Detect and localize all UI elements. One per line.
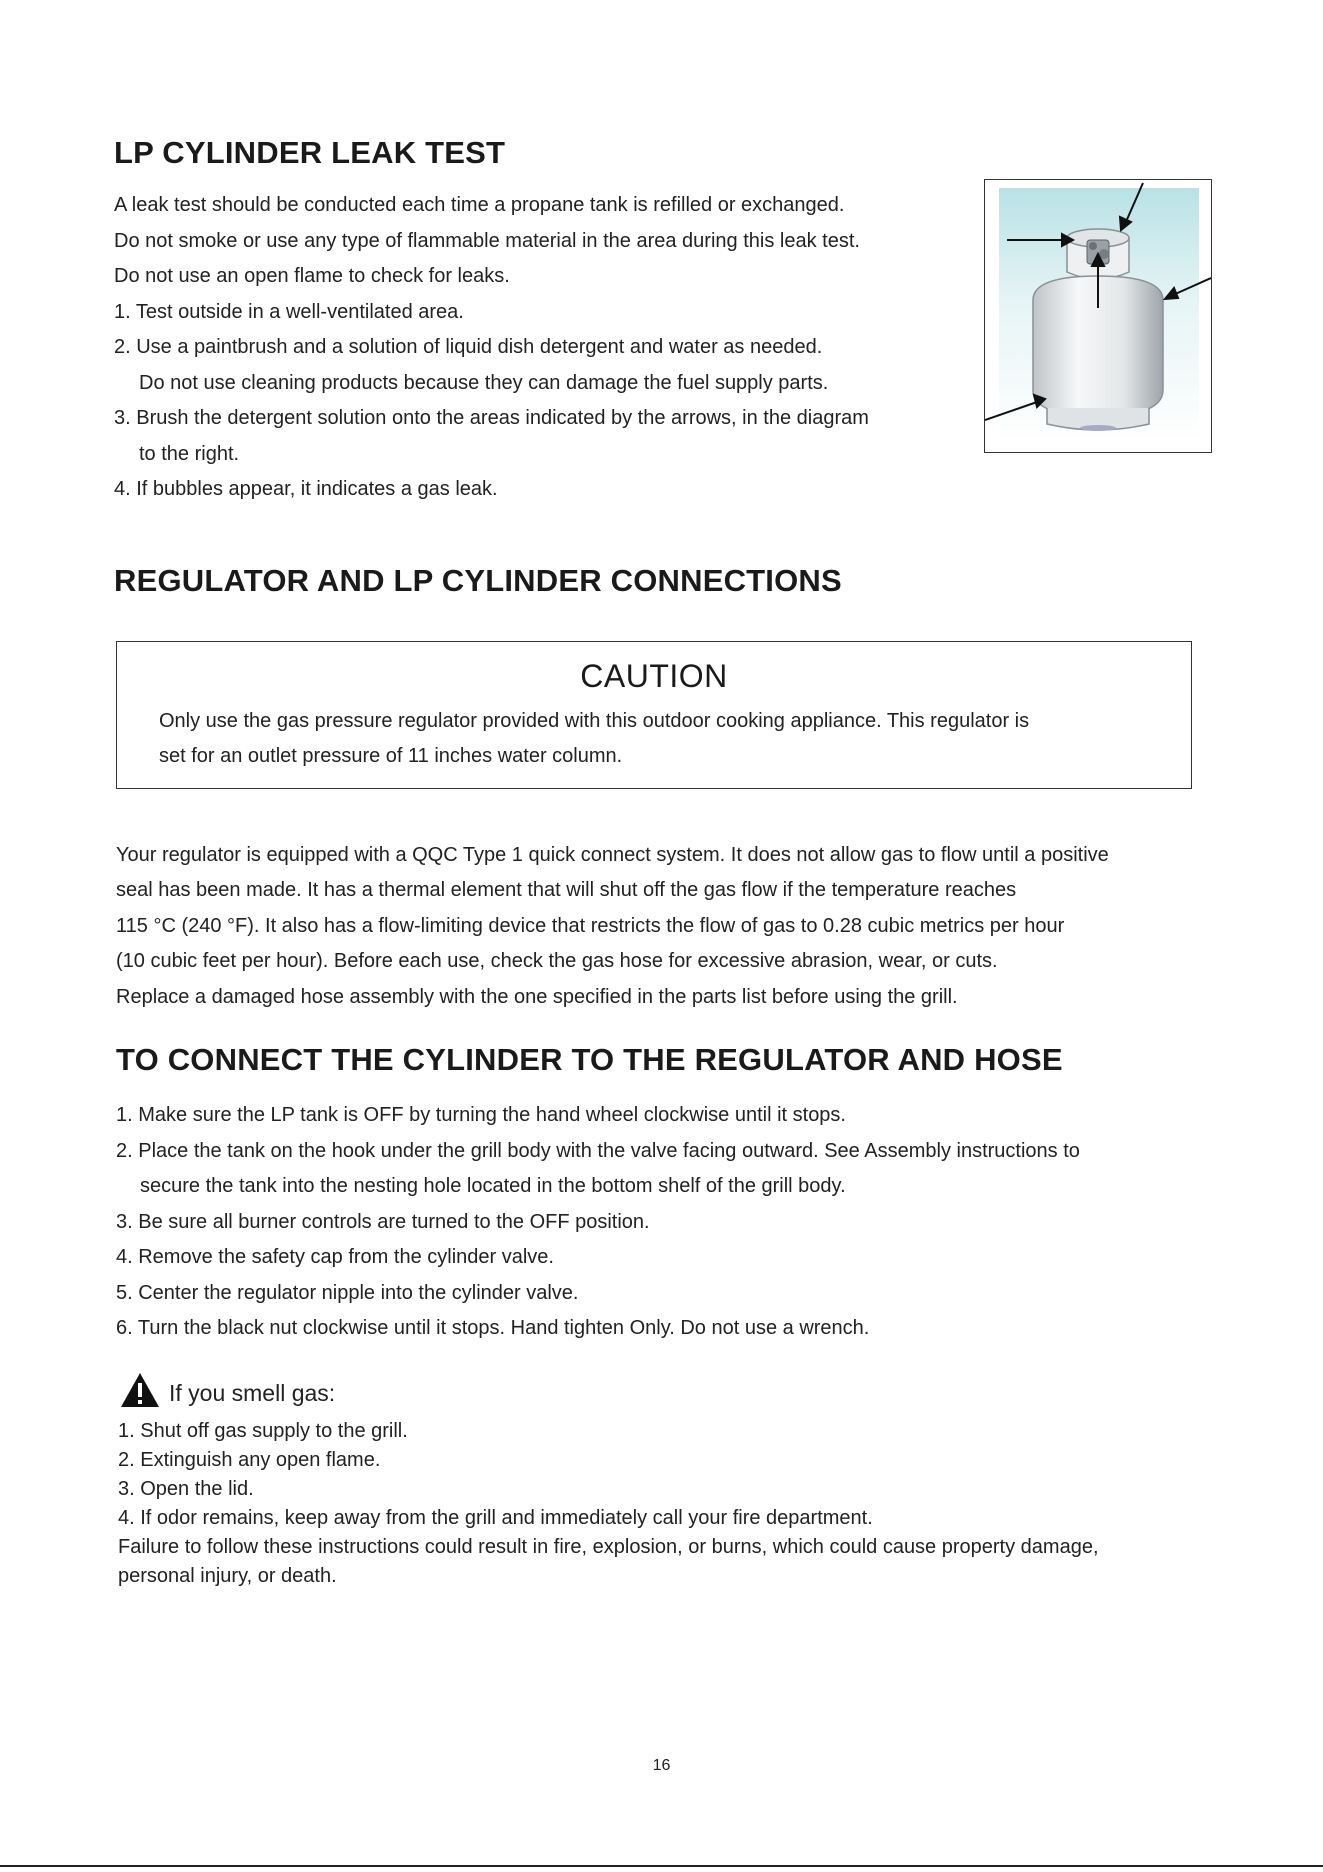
smell-gas-line: 4. If odor remains, keep away from the grill and immediately call your fire department. [118, 1507, 873, 1529]
regulator-info-line: 115 °C (240 °F). It also has a flow-limiting device that restricts the flow of gas to 0.28 cubic metrics per hour [116, 915, 1065, 937]
regulator-info-line: (10 cubic feet per hour). Before each use, check the gas hose for excessive abrasion, wear, or cuts. [116, 950, 998, 972]
leak-test-line: Do not use an open flame to check for leaks. [114, 265, 510, 287]
leak-test-line: Do not smoke or use any type of flammable material in the area during this leak test. [114, 230, 860, 252]
leak-test-line: A leak test should be conducted each time a propane tank is refilled or exchanged. [114, 194, 845, 216]
propane-tank-illustration [984, 179, 1212, 453]
leak-test-step: to the right. [139, 443, 240, 465]
smell-gas-line: 1. Shut off gas supply to the grill. [118, 1420, 408, 1442]
connect-step: 6. Turn the black nut clockwise until it stops. Hand tighten Only. Do not use a wrench. [116, 1317, 870, 1339]
caution-line: Only use the gas pressure regulator provided with this outdoor cooking appliance. This regulator is [159, 710, 1030, 732]
propane-tank-drawing [985, 180, 1211, 452]
connect-step: 4. Remove the safety cap from the cylinder valve. [116, 1246, 554, 1268]
smell-gas-title: If you smell gas: [169, 1380, 336, 1406]
leak-test-step: 3. Brush the detergent solution onto the areas indicated by the arrows, in the diagram [114, 407, 869, 429]
connect-step: 1. Make sure the LP tank is OFF by turning the hand wheel clockwise until it stops. [116, 1104, 846, 1126]
connections-heading: REGULATOR AND LP CYLINDER CONNECTIONS [114, 563, 842, 598]
leak-test-step: Do not use cleaning products because they can damage the fuel supply parts. [139, 372, 829, 394]
page-bottom-rule [0, 1865, 1323, 1867]
smell-gas-line: 3. Open the lid. [118, 1478, 254, 1500]
leak-test-heading: LP CYLINDER LEAK TEST [114, 135, 506, 170]
regulator-info-line: Replace a damaged hose assembly with the one specified in the parts list before using the grill. [116, 986, 958, 1008]
leak-test-step: 1. Test outside in a well-ventilated area. [114, 301, 464, 323]
smell-gas-line: 2. Extinguish any open flame. [118, 1449, 381, 1471]
page-number: 16 [652, 1757, 671, 1774]
connect-step: secure the tank into the nesting hole located in the bottom shelf of the grill body. [140, 1175, 846, 1197]
smell-gas-line: Failure to follow these instructions could result in fire, explosion, or burns, which could cause property damage, [118, 1536, 1099, 1558]
regulator-info-line: seal has been made. It has a thermal element that will shut off the gas flow if the temperature reaches [116, 879, 1017, 901]
caution-line: set for an outlet pressure of 11 inches water column. [159, 745, 623, 767]
warning-triangle-icon [120, 1372, 160, 1408]
connect-heading: TO CONNECT THE CYLINDER TO THE REGULATOR AND HOSE [116, 1042, 1063, 1077]
connect-step: 2. Place the tank on the hook under the grill body with the valve facing outward. See Assembly instructions to [116, 1140, 1080, 1162]
leak-test-step: 4. If bubbles appear, it indicates a gas leak. [114, 478, 498, 500]
caution-box [116, 641, 1192, 789]
leak-test-step: 2. Use a paintbrush and a solution of liquid dish detergent and water as needed. [114, 336, 823, 358]
regulator-info-line: Your regulator is equipped with a QQC Type 1 quick connect system. It does not allow gas to flow until a positive [116, 844, 1109, 866]
connect-step: 5. Center the regulator nipple into the cylinder valve. [116, 1282, 579, 1304]
caution-title: CAUTION [580, 658, 728, 694]
connect-step: 3. Be sure all burner controls are turned to the OFF position. [116, 1211, 650, 1233]
smell-gas-line: personal injury, or death. [118, 1565, 337, 1587]
